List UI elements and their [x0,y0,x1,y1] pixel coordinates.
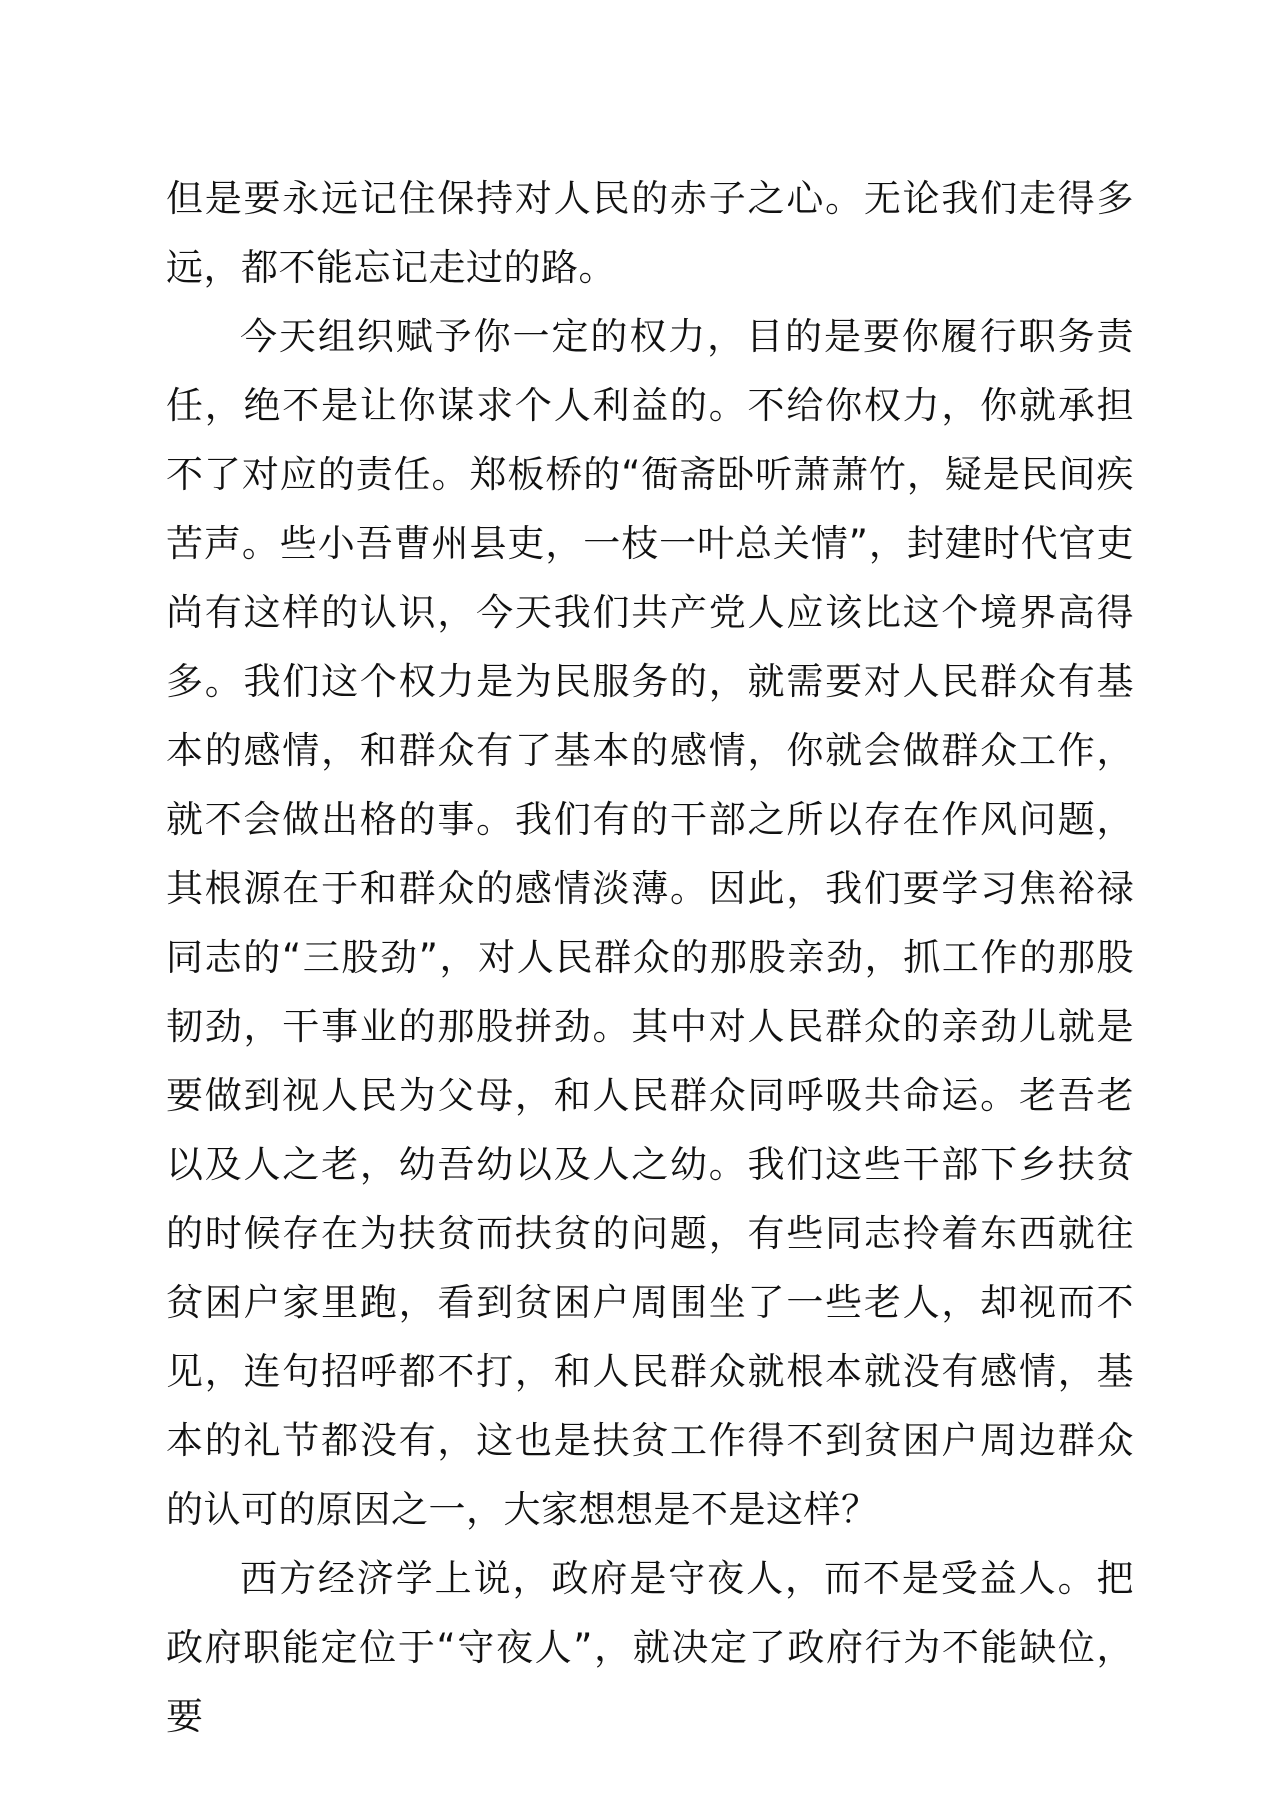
paragraph-2: 今天组织赋予你一定的权力，目的是要你履行职务责任，绝不是让你谋求个人利益的。不给你权力，你就承担不了对应的责任。郑板桥的“衙斋卧听萧萧竹，疑是民间疾苦声。些小吾曹州县吏，一枝一叶总关情”，封建时代官吏尚有这样的认识，今天我们共产党人应该比这个境界高得多。我们这个权力是为民服务的，就需要对人民群众有基本的感情，和群众有了基本的感情，你就会做群众工作，就不会做出格的事。我们有的干部之所以存在作风问题，其根源在于和群众的感情淡薄。因此，我们要学习焦裕禄同志的“三股劲”，对人民群众的那股亲劲，抓工作的那股韧劲，干事业的那股拼劲。其中对人民群众的亲劲儿就是要做到视人民为父母，和人民群众同呼吸共命运。老吾老以及人之老，幼吾幼以及人之幼。我们这些干部下乡扶贫的时候存在为扶贫而扶贫的问题，有些同志拎着东西就往贫困户家里跑，看到贫困户周围坐了一些老人，却视而不见，连句招呼都不打，和人民群众就根本就没有感情，基本的礼节都没有，这也是扶贫工作得不到贫困户周边群众的认可的原因之一，大家想想是不是这样？ [166,315,1134,1531]
document-body [166,164,1134,1751]
paragraph-3: 西方经济学上说，政府是守夜人，而不是受益人。把政府职能定位于“守夜人”，就决定了政府行为不能缺位，要 [166,1557,1134,1738]
paragraph-1: 但是要永远记住保持对人民的赤子之心。无论我们走得多远，都不能忘记走过的路。 [166,177,1134,289]
